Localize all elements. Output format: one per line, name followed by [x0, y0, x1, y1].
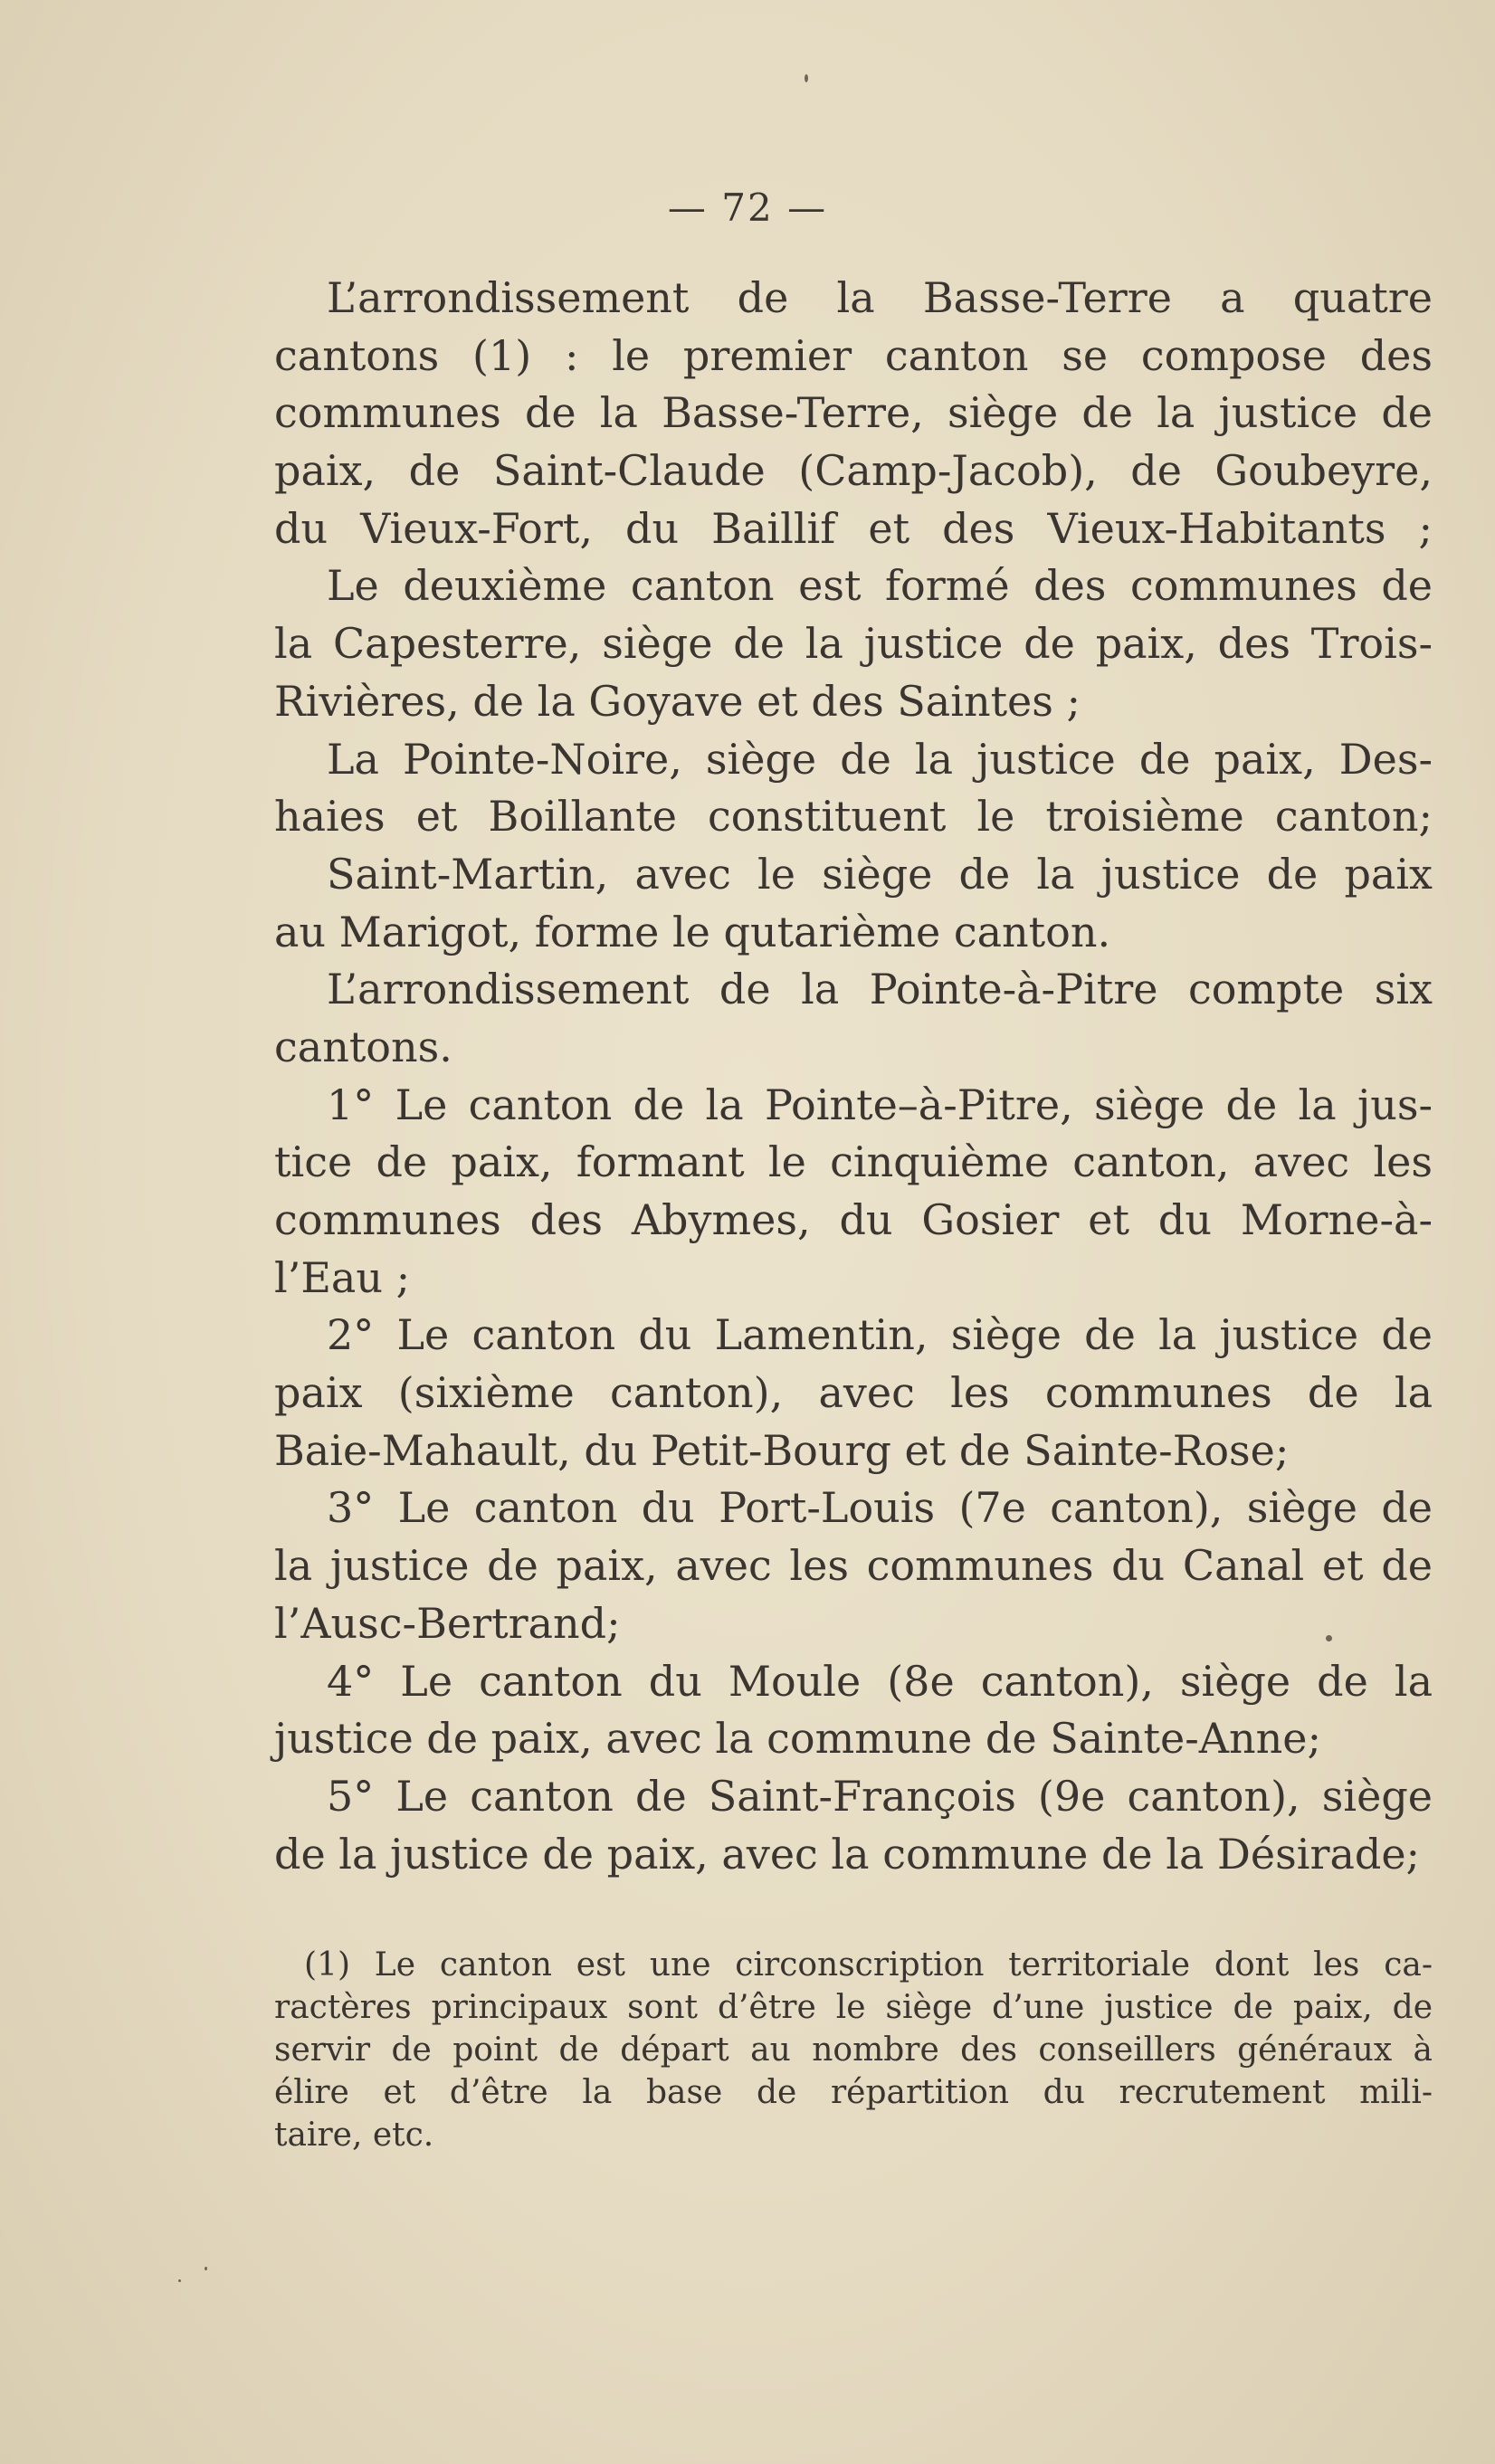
paper-speck [205, 2267, 207, 2270]
paper-speck [178, 2279, 181, 2282]
body-line: Baie-Mahault, du Petit-Bourg et de Sainte-Rose; [274, 1425, 1290, 1475]
body-line: communes de la Basse-Terre, siège de la justice de [274, 388, 1433, 438]
body-line: tice de paix, formant le cinquième canton, avec les [274, 1137, 1433, 1187]
body-line: 3° Le canton du Port-Louis (7e canton), siège de [327, 1483, 1433, 1533]
body-line: cantons (1) : le premier canton se compose des [274, 330, 1433, 380]
footnote [274, 1944, 1433, 2156]
body-line: La Pointe-Noire, siège de la justice de paix, Des- [327, 734, 1433, 784]
body-line: L’arrondissement de la Pointe-à-Pitre compte six [327, 965, 1433, 1014]
body-line: Rivières, de la Goyave et des Saintes ; [274, 676, 1081, 726]
page-number: — 72 — [667, 186, 828, 230]
footnote-line: (1) Le canton est une circonscription territoriale dont les ca- [304, 1946, 1433, 1984]
body-line: haies et Boillante constituent le troisième canton; [274, 792, 1433, 842]
body-line: Saint-Martin, avec le siège de la justice de paix [327, 849, 1433, 899]
body-line: 2° Le canton du Lamentin, siège de la justice de [327, 1310, 1433, 1360]
paper-speck [805, 74, 808, 82]
body-line: 5° Le canton de Saint-François (9e canton), siège [327, 1771, 1433, 1821]
body-line: cantons. [274, 1022, 452, 1071]
body-text [274, 270, 1433, 1883]
footnote-line: taire, etc. [274, 2117, 434, 2154]
body-line: la justice de paix, avec les communes du Canal et de [274, 1541, 1433, 1591]
body-line: de la justice de paix, avec la commune de la Désirade; [274, 1829, 1421, 1879]
body-line: communes des Abymes, du Gosier et du Morne-à- [274, 1195, 1433, 1244]
body-line: la Capesterre, siège de la justice de paix, des Trois- [274, 619, 1433, 669]
body-line: 4° Le canton du Moule (8e canton), siège de la [327, 1656, 1433, 1706]
body-line: au Marigot, forme le qutarième canton. [274, 907, 1111, 956]
body-line: Le deuxième canton est formé des communes de [327, 561, 1433, 611]
body-line: paix, de Saint-Claude (Camp-Jacob), de Goubeyre, [274, 446, 1433, 496]
footnote-line: élire et d’être la base de répartition du recrutement mili- [274, 2074, 1433, 2111]
body-line: justice de paix, avec la commune de Sainte-Anne; [274, 1714, 1321, 1764]
body-line: 1° Le canton de la Pointe–à-Pitre, siège de la jus- [327, 1080, 1433, 1129]
body-line: L’arrondissement de la Basse-Terre a quatre [327, 273, 1433, 322]
body-line: l’Eau ; [274, 1252, 411, 1302]
body-line: paix (sixième canton), avec les communes de la [274, 1368, 1433, 1418]
body-line: l’Ausc-Bertrand; [274, 1598, 621, 1648]
footnote-line: servir de point de départ au nombre des conseillers généraux à [274, 2031, 1433, 2069]
paper-speck [1326, 1635, 1332, 1641]
body-line: du Vieux-Fort, du Baillif et des Vieux-Habitants ; [274, 503, 1433, 553]
footnote-line: ractères principaux sont d’être le siège d’une justice de paix, de [274, 1989, 1433, 2026]
